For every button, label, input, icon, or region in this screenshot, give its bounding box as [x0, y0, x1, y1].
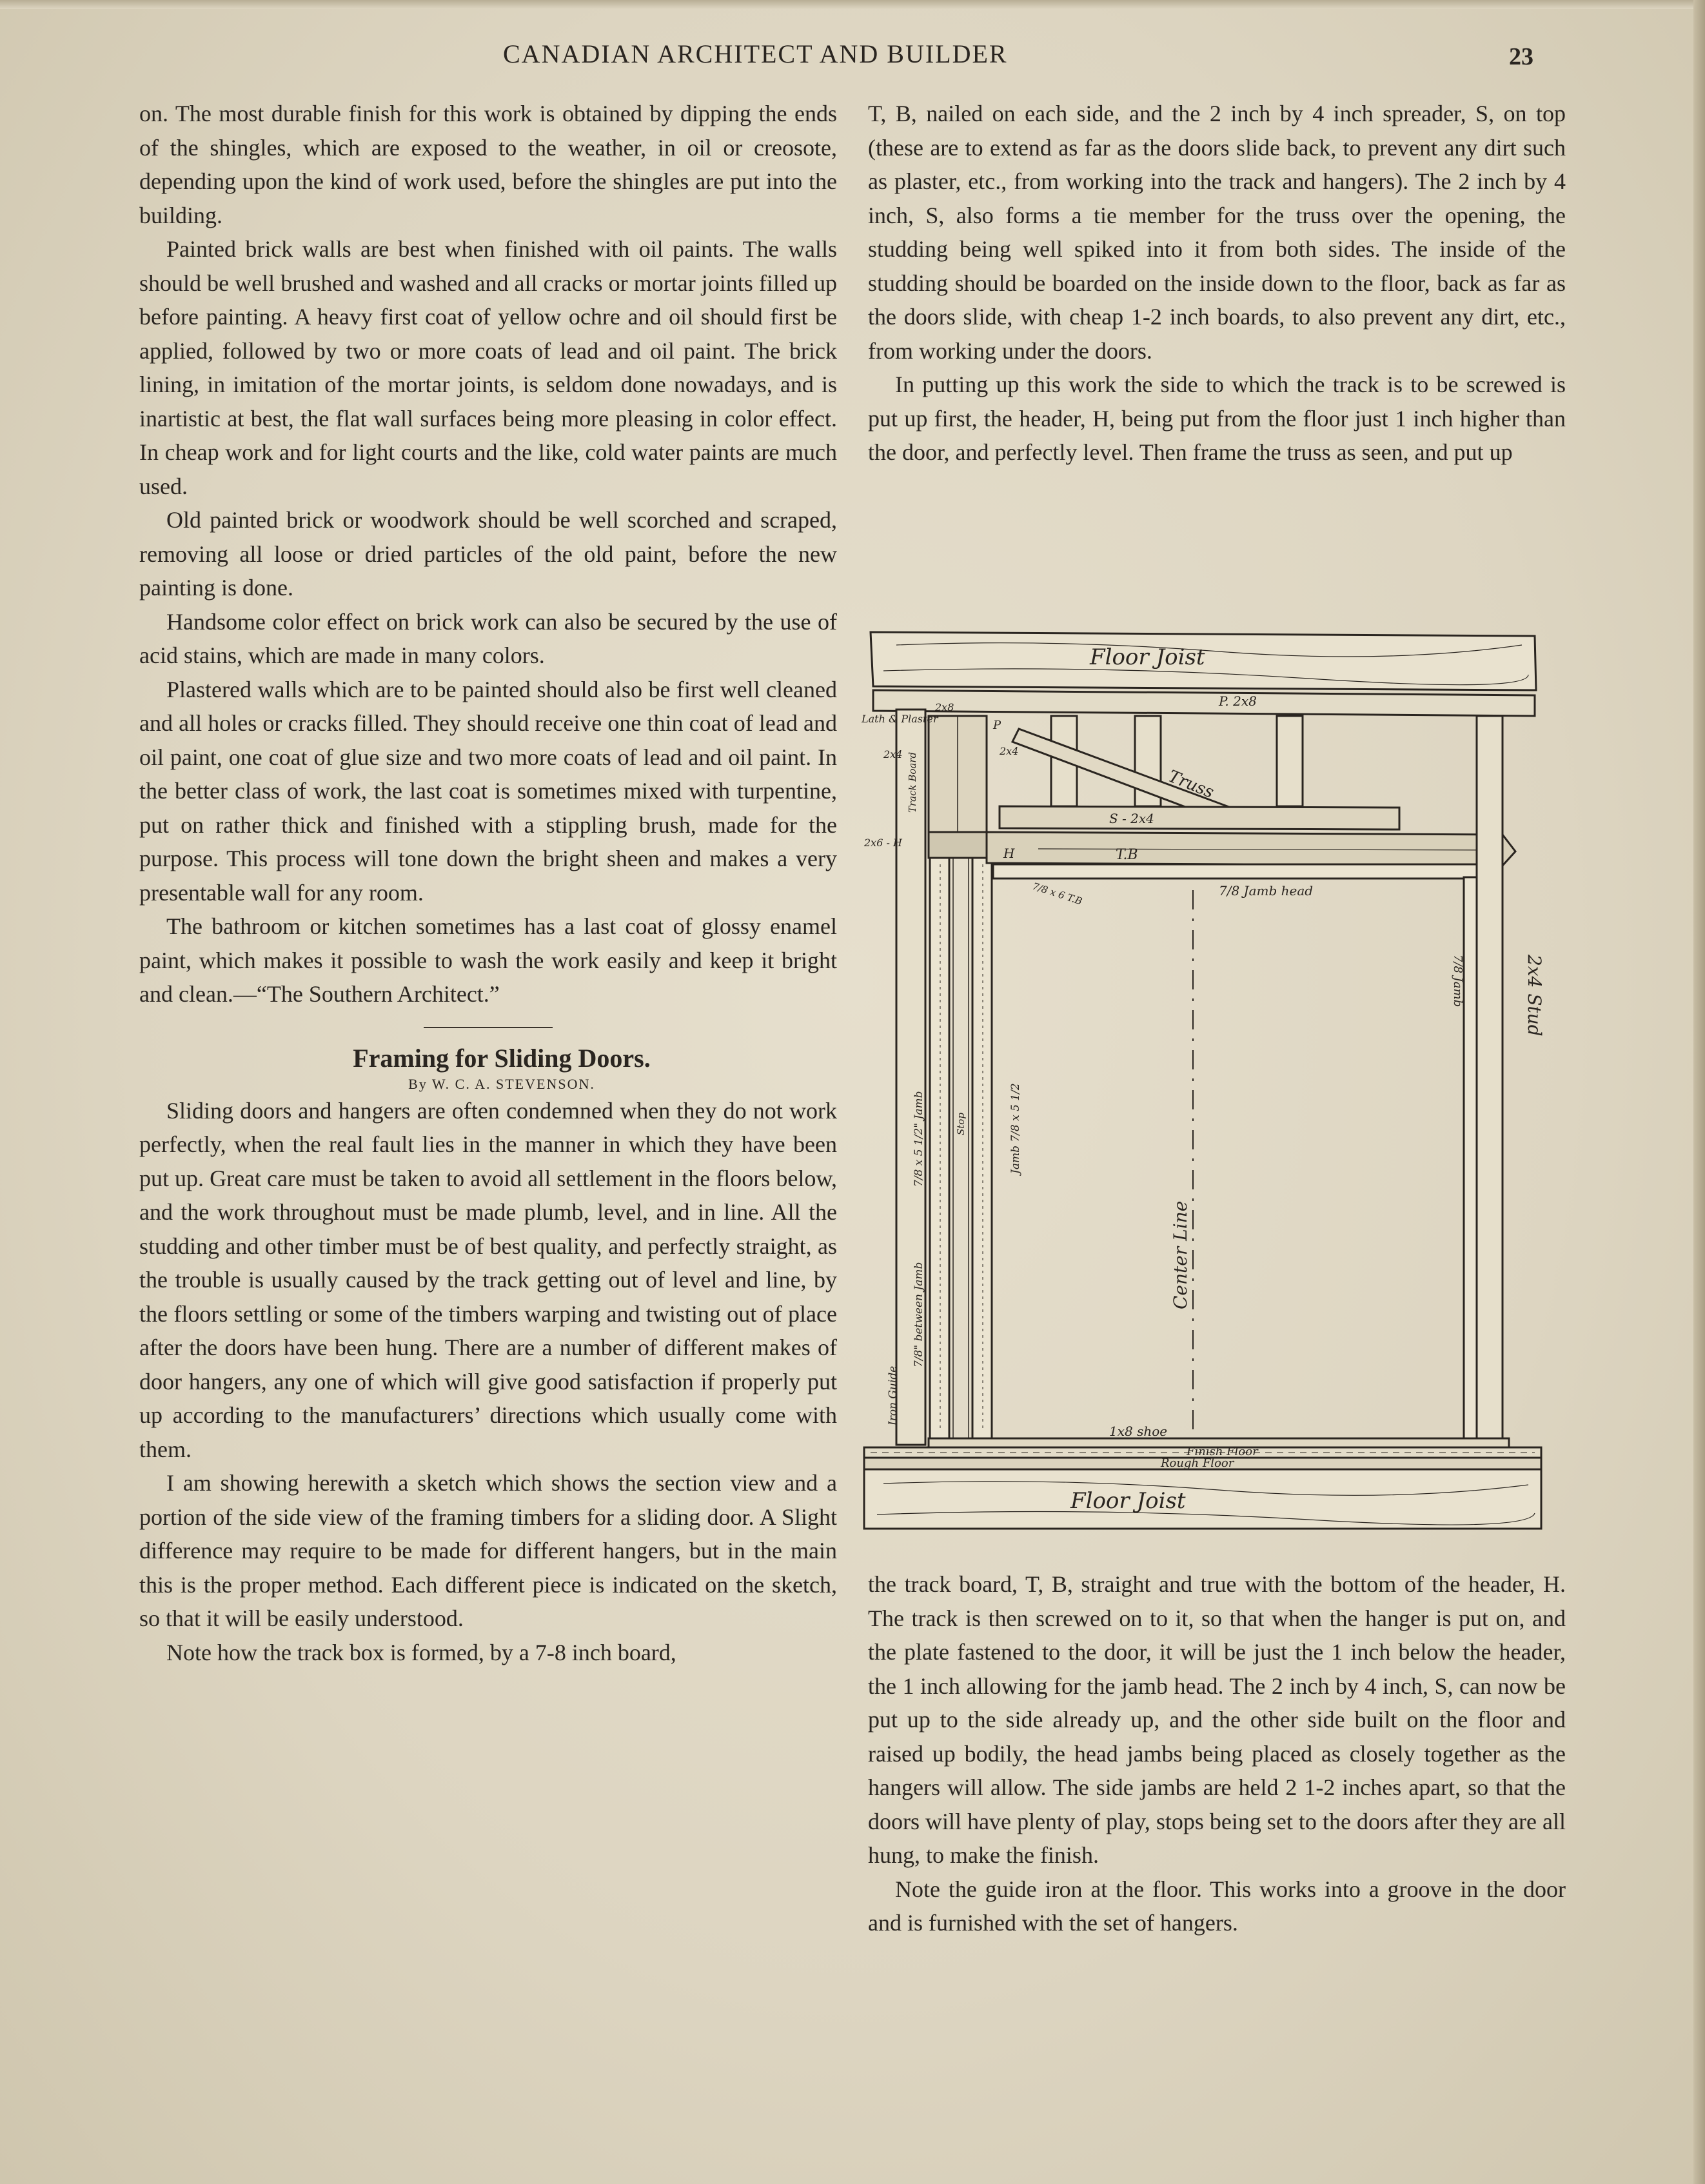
paragraph: the track board, T, B, straight and true with the bottom of the header, H. The track is then screwed on to it, so that when the hanger is put on, and the plate fastened to the door, it will be just the 1 inch below the header, the 1 inch allowing for the jamb head. The 2 inch by 4 inch, S, can now be put up to the side already up, and the other side built on the floor and raised up bodily, the head jambs being placed as closely together as the hangers will allow. The side jambs are held 2 1-2 inches apart, so that the doors will have plenty of play, stops being set to the doors after they are all hung, to make the finish.	[868, 1571, 1566, 1868]
label-p: P	[993, 719, 1001, 732]
label-rough-floor: Rough Floor	[1161, 1456, 1234, 1470]
label-track-board: Track Board	[907, 751, 918, 813]
label-lath-plaster: Lath & Plaster	[862, 713, 938, 725]
paragraph: T, B, nailed on each side, and the 2 inch by 4 inch spreader, S, on top (these are to extend as far as the doors slide back, to prevent any dirt such as plaster, etc., from working into the track and hangers). The 2 inch by 4 inch, S, also forms a tie member for the truss over the opening, the studding being well spiked into it from both sides. The inside of the studding should be boarded on the inside down to the floor, back as far as the doors slide, with cheap 1-2 inch boards, to also prevent any dirt, etc., from working under the doors.	[868, 101, 1566, 364]
label-jamb-middle: Jamb 7/8 x 5 1/2	[1009, 1083, 1022, 1174]
label-floor-joist-bottom: Floor Joist	[1070, 1488, 1186, 1514]
label-between-jamb: 7/8 x 5 1/2" Jamb	[912, 1091, 925, 1187]
article-title: Framing for Sliding Doors.	[353, 1043, 651, 1073]
journal-title: CANADIAN ARCHITECT AND BUILDER	[503, 39, 1008, 68]
left-column	[139, 97, 837, 1669]
header-block	[929, 832, 987, 858]
label-plate: P. 2x8	[1219, 693, 1257, 709]
label-jamb-head: 7/8 Jamb head	[1219, 883, 1314, 898]
label-center-line: Center Line	[1170, 1200, 1191, 1309]
label-floor-joist-top: Floor Joist	[1090, 644, 1205, 670]
jamb-head	[993, 864, 1496, 879]
label-stop: Stop	[955, 1113, 967, 1135]
framing-sketch-drawing	[858, 619, 1573, 1548]
label-jamb-head-left: 7/8 x 6 T.B	[1030, 880, 1084, 908]
paragraph: Sliding doors and hangers are often condemned when they do not work perfectly, when the real fault lies in the manner in which they have been put up. Great care must be taken to avoid all settlement in the floors below, and the work throughout must be made plumb, level, and in line. All the studding and other timber must be of best quality, and perfectly straight, as the trouble is usually caused by the track getting out of level and line, by the floors settling or some of the timbers warping and twisting out of place after the doors have been hung. There are a number of different makes of door hangers, any one of which will give good satisfaction if properly put up according to the manufacturers’ directions which usually come with them.	[139, 1097, 837, 1462]
label-iron-guide: Iron Guide	[887, 1365, 900, 1425]
jamb-left	[930, 858, 949, 1438]
article-byline: By W. C. A. STEVENSON.	[408, 1075, 595, 1092]
label-header-h: H	[1003, 846, 1015, 861]
paragraph: Note the guide iron at the floor. This works into a groove in the door and is furnished with the set of hangers.	[868, 1876, 1566, 1936]
section-divider	[424, 1027, 553, 1028]
label-stud: 2x4 Stud	[1524, 955, 1545, 1037]
label-shoe: 1x8 shoe	[1109, 1424, 1168, 1439]
plate	[873, 690, 1535, 716]
label-tb: T.B	[1116, 847, 1138, 863]
paragraph: Painted brick walls are best when finished with oil paints. The walls should be well brushed and washed and all cracks or mortar joints filled up before painting. A heavy first coat of yellow ochre and oil should first be applied, followed by two or more coats of lead and oil paint. The brick lining, in imitation of the mortar joints, is seldom done nowadays, and is inartistic at best, the flat wall surfaces being more pleasing in color effect. In cheap work and for light courts and the like, cold water paints are much used.	[139, 236, 837, 499]
right-jamb	[1464, 877, 1477, 1445]
paragraph: Old painted brick or woodwork should be well scorched and scraped, removing all loose or dried particles of the old paint, before the new painting is done.	[139, 507, 837, 601]
paragraph: Plastered walls which are to be painted should also be first well cleaned and all holes or cracks filled. They should receive one thin coat of lead and oil paint, one coat of glue size and two more coats of lead and oil paint. In the better class of work, the last coat is sometimes mixed with turpentine, put on rather thick and finished with a stippling brush, made for the purpose. This process will tone down the bright sheen and makes a very presentable wall for any room.	[139, 676, 837, 906]
label-jamb-right: 7/8 Jamb	[1451, 955, 1464, 1008]
label-header-left: 2x6 - H	[864, 837, 902, 849]
page-gutter	[1693, 0, 1705, 2184]
paragraph: In putting up this work the side to which the track is to be screwed is put up first, the header, H, being put from the floor just 1 inch higher than the door, and perfectly level. Then frame the truss as seen, and put up	[868, 372, 1566, 465]
page-number: 23	[1509, 43, 1533, 70]
paragraph: I am showing herewith a sketch which shows the section view and a portion of the side view of the framing timbers for a sliding door. A Slight difference may require to be made for different hangers, but in the main this is the proper method. Each different piece is indicated on the sketch, so that it will be easily understood.	[139, 1470, 837, 1631]
paragraph: Note how the track box is formed, by a 7-8 inch board,	[166, 1639, 676, 1665]
page-top-edge	[0, 0, 1705, 9]
right-stud	[1477, 716, 1503, 1445]
label-2x4-a: 2x4	[883, 748, 903, 760]
paragraph: Handsome color effect on brick work can also be secured by the use of acid stains, which are made in many colors.	[139, 608, 837, 668]
paragraph: The bathroom or kitchen sometimes has a last coat of glossy enamel paint, which makes it possible to wash the work easily and keep it bright and clean.—“The Southern Architect.”	[139, 913, 837, 1007]
right-column-bottom	[868, 1567, 1566, 1940]
label-spreader: S - 2x4	[1109, 811, 1154, 826]
paragraph: on. The most durable finish for this work is obtained by dipping the ends of the shingles, which are exposed to the weather, in oil or creosote, depending upon the kind of work used, before the shingles are put into the building.	[139, 101, 837, 228]
spreader	[1000, 806, 1399, 829]
jamb-right	[972, 858, 992, 1438]
bottom-floor-joist	[864, 1469, 1541, 1529]
label-finish-floor: Finish Floor	[1187, 1445, 1258, 1458]
framing-sketch	[858, 619, 1573, 1548]
label-between-jambs-long: 7/8" between Jamb	[912, 1262, 925, 1367]
label-2x4-b: 2x4	[1000, 745, 1019, 757]
label-truss: Truss	[1165, 766, 1217, 802]
right-column-top	[868, 97, 1566, 470]
running-head	[0, 39, 1705, 77]
label-2x8: 2x8	[935, 701, 954, 713]
